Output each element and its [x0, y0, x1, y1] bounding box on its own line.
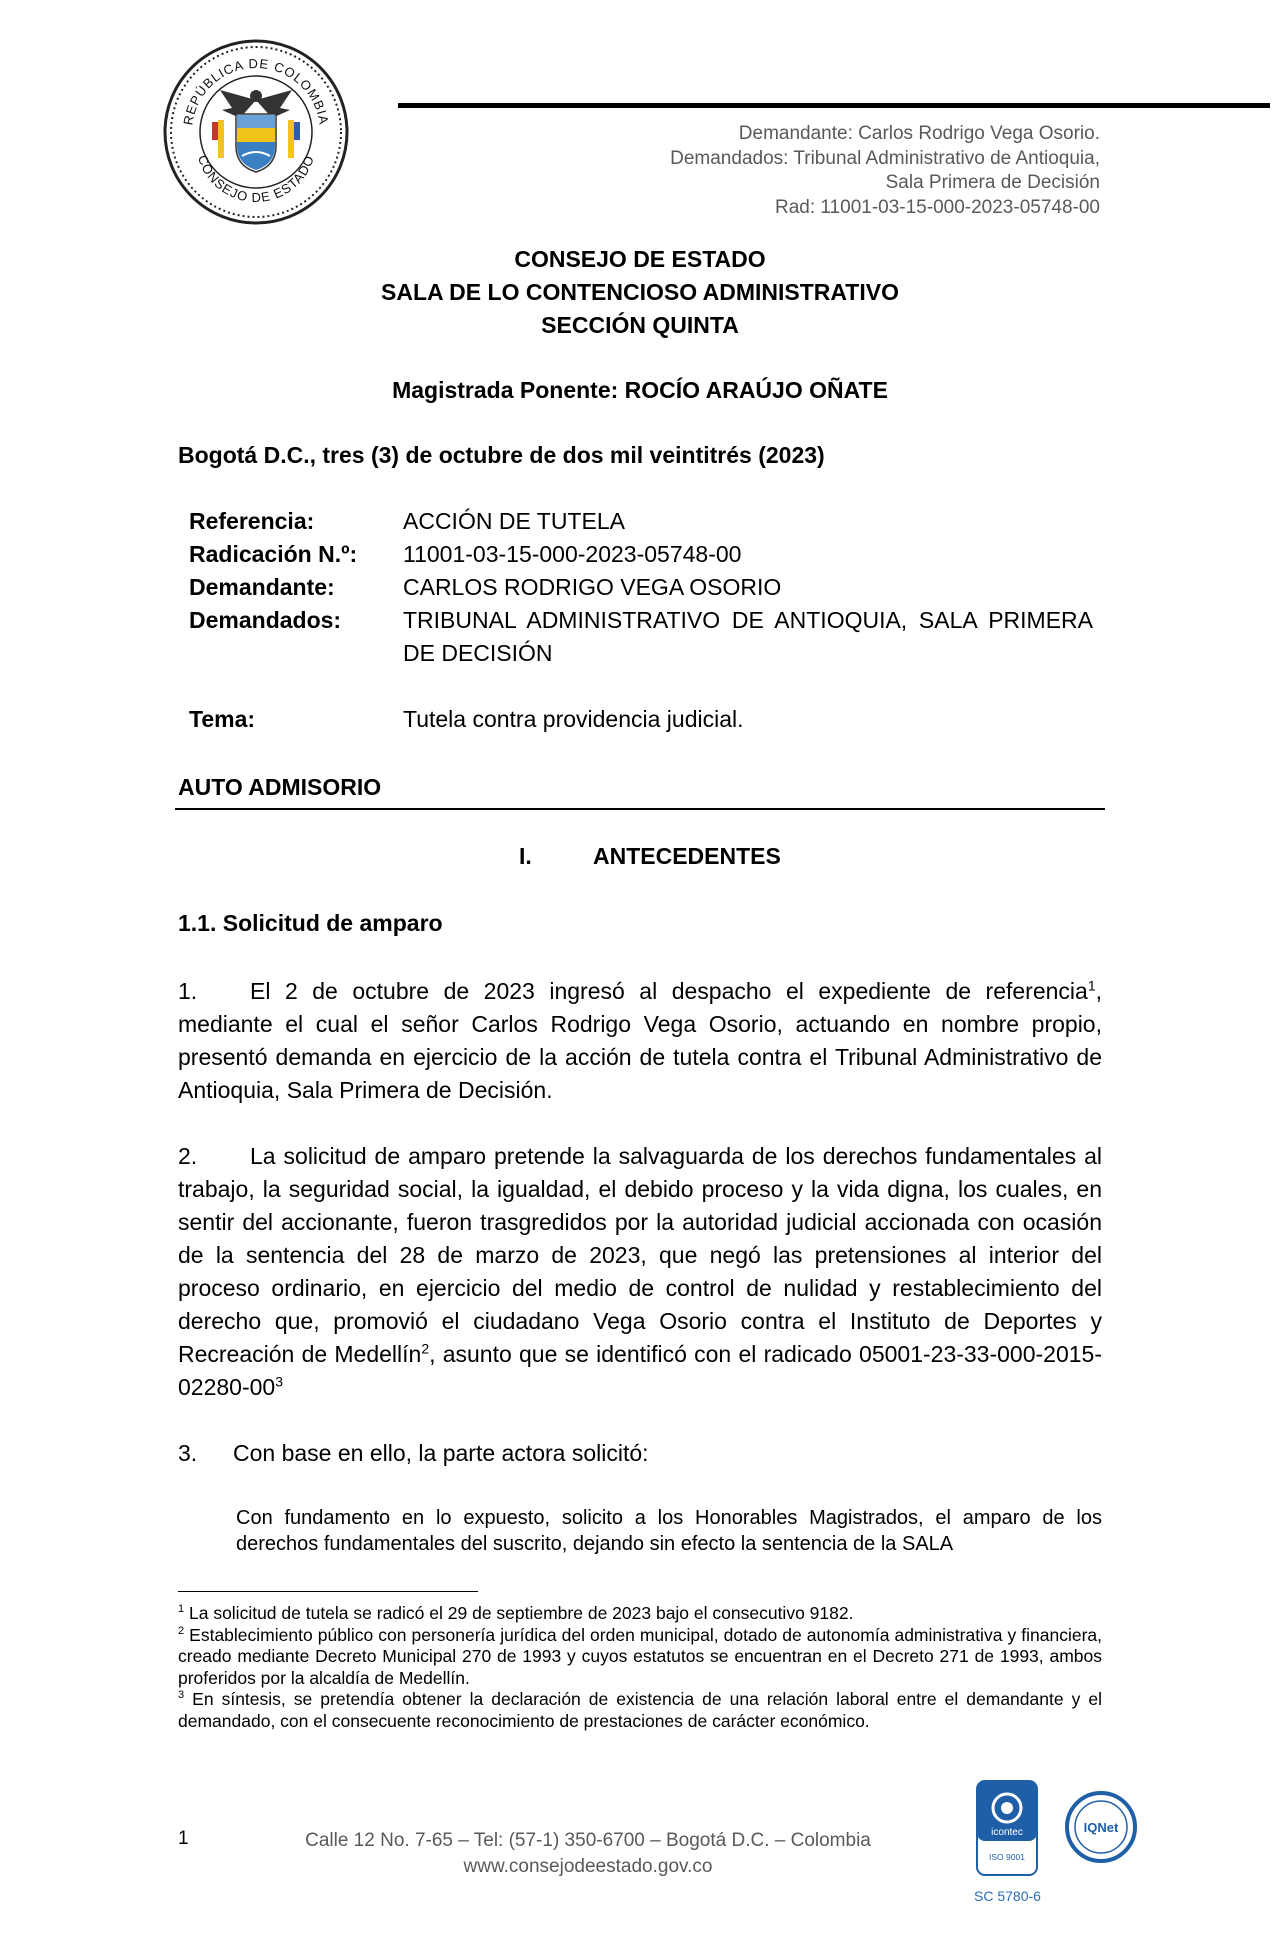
header-demandados-cont: Sala Primera de Decisión — [885, 172, 1100, 193]
divider — [175, 808, 1105, 810]
reference-row — [189, 505, 1093, 538]
paragraph-1 — [178, 975, 1102, 1107]
footer-address — [268, 1828, 908, 1880]
header-demandados: Demandados: Tribunal Administrativo de Antioquia, — [670, 147, 1100, 169]
footnote-number: 3 — [178, 1689, 185, 1702]
demandante-value: CARLOS RODRIGO VEGA OSORIO — [403, 574, 782, 600]
referencia-label: Referencia: — [189, 508, 315, 534]
court-title-line3: SECCIÓN QUINTA — [541, 312, 739, 338]
iqnet-label: IQNet — [1083, 1820, 1119, 1835]
svg-text:REPÚBLICA DE COLOMBIA: REPÚBLICA DE COLOMBIA — [180, 55, 332, 127]
demandante-label: Demandante: — [189, 574, 335, 600]
court-title — [178, 243, 1102, 342]
website-link[interactable]: www.consejodeestado.gov.co — [463, 1856, 713, 1877]
reference-row — [189, 571, 1093, 604]
section-heading — [519, 843, 781, 870]
radicacion-value: 11001-03-15-000-2023-05748-00 — [403, 541, 742, 567]
footnote-number: 1 — [178, 1603, 185, 1616]
paragraph-3 — [178, 1437, 1102, 1470]
date-line: Bogotá D.C., tres (3) de octubre de dos mil veintitrés (2023) — [178, 442, 825, 468]
paragraph-text: La solicitud de amparo pretende la salvaguarda de los derechos fundamentales al trabajo, la seguridad social, la igualdad, el debido proceso y la vida digna, los cuales, en sentir del accionante, fueron trasgredidos por la autoridad judicial accionada con ocasión de la sentencia del 28 de marzo de 2023, que negó las pretensiones al interior del proceso ordinario, en ejercicio del medio de control de nulidad y restablecimiento del derecho que, promovió el ciudadano Vega Osorio contra el Instituto de Deportes y Recreación de Medellín — [178, 1143, 1102, 1367]
section-number: I. — [519, 843, 532, 869]
footnote-3 — [178, 1689, 1102, 1732]
court-title-line2: SALA DE LO CONTENCIOSO ADMINISTRATIVO — [381, 279, 899, 305]
footnote-number: 2 — [178, 1624, 185, 1637]
page-number: 1 — [178, 1828, 189, 1849]
footnote-separator — [178, 1591, 478, 1592]
reference-row — [189, 538, 1093, 571]
certificate-code: SC 5780-6 — [974, 1888, 1041, 1904]
spacer — [189, 670, 1093, 703]
footnote-ref: 1 — [1087, 977, 1096, 994]
magistrate-line: Magistrada Ponente: ROCÍO ARAÚJO OÑATE — [392, 377, 888, 403]
footnote-text: Establecimiento público con personería jurídica del orden municipal, dotado de autonomía administrativa y financiera, creado mediante Decreto Municipal 270 de 1993 y cuyos estatutos se encuentran en el Decreto 271 de 1993, ambos proferidos por la alcaldía de Medellín. — [178, 1624, 1102, 1688]
referencia-value: ACCIÓN DE TUTELA — [403, 508, 625, 534]
iso-label: ISO 9001 — [989, 1852, 1025, 1862]
radicacion-label: Radicación N.º: — [189, 541, 358, 567]
paragraph-number: 3. — [178, 1440, 198, 1466]
footnote-2 — [178, 1625, 1102, 1690]
header-rule — [398, 103, 1270, 108]
court-title-line1: CONSEJO DE ESTADO — [514, 246, 766, 272]
paragraph-text: , asunto que se identificó con el radicado 05001-23-33-000-2015-02280-00 — [178, 1341, 1102, 1400]
footnotes — [178, 1603, 1102, 1732]
paragraph-text: El 2 de octubre de 2023 ingresó al despacho el expediente de referencia — [250, 978, 1088, 1004]
paragraph-text: Con base en ello, la parte actora solicitó: — [233, 1440, 649, 1466]
demandados-value: TRIBUNAL ADMINISTRATIVO DE ANTIOQUIA, SALA PRIMERA DE DECISIÓN — [403, 607, 1093, 666]
paragraph-number: 2. — [178, 1143, 198, 1169]
icontec-label: icontec — [991, 1827, 1023, 1838]
section-title: ANTECEDENTES — [593, 843, 781, 869]
iqnet-logo-icon — [1064, 1790, 1138, 1864]
colombia-seal-icon — [162, 38, 350, 226]
footnote-1 — [178, 1603, 1102, 1625]
reference-row — [189, 604, 1093, 670]
header-demandante: Demandante: Carlos Rodrigo Vega Osorio. — [738, 123, 1100, 144]
footnote-ref: 3 — [275, 1373, 283, 1390]
header-rad: Rad: 11001-03-15-000-2023-05748-00 — [774, 196, 1100, 218]
address-text: Calle 12 No. 7-65 – Tel: (57-1) 350-6700 – Bogotá D.C. – Colombia — [305, 1830, 871, 1851]
subsection-heading: 1.1. Solicitud de amparo — [178, 910, 443, 936]
tema-value: Tutela contra providencia judicial. — [403, 706, 744, 732]
paragraph-number: 1. — [178, 978, 198, 1004]
demandados-label: Demandados: — [189, 607, 342, 633]
reference-row — [189, 703, 1093, 736]
paragraph-2 — [178, 1140, 1102, 1404]
footnote-ref: 2 — [421, 1340, 430, 1357]
paragraph-text: , mediante el cual el señor Carlos Rodrigo Vega Osorio, actuando en nombre propio, presentó demanda en ejercicio de la acción de tutela contra el Tribunal Administrativo de Antioquia, Sala Primera de Decisión. — [178, 978, 1102, 1103]
quoted-text: Con fundamento en lo expuesto, solicito a los Honorables Magistrados, el amparo de los derechos fundamentales del suscrito, dejando sin efecto la sentencia de la SALA — [236, 1507, 1102, 1555]
tema-label: Tema: — [189, 706, 256, 732]
footnote-text: La solicitud de tutela se radicó el 29 de septiembre de 2023 bajo el consecutivo 9182. — [184, 1603, 854, 1623]
icontec-logo-icon — [976, 1780, 1038, 1876]
case-header — [670, 122, 1100, 220]
footnote-text: En síntesis, se pretendía obtener la declaración de existencia de una relación laboral entre el demandante y el demandado, con el consecuente reconocimiento de prestaciones de carácter económico. — [178, 1689, 1102, 1731]
svg-text:CONSEJO DE ESTADO: CONSEJO DE ESTADO — [194, 153, 318, 206]
auto-title: AUTO ADMISORIO — [178, 774, 382, 800]
reference-table — [189, 505, 1093, 736]
